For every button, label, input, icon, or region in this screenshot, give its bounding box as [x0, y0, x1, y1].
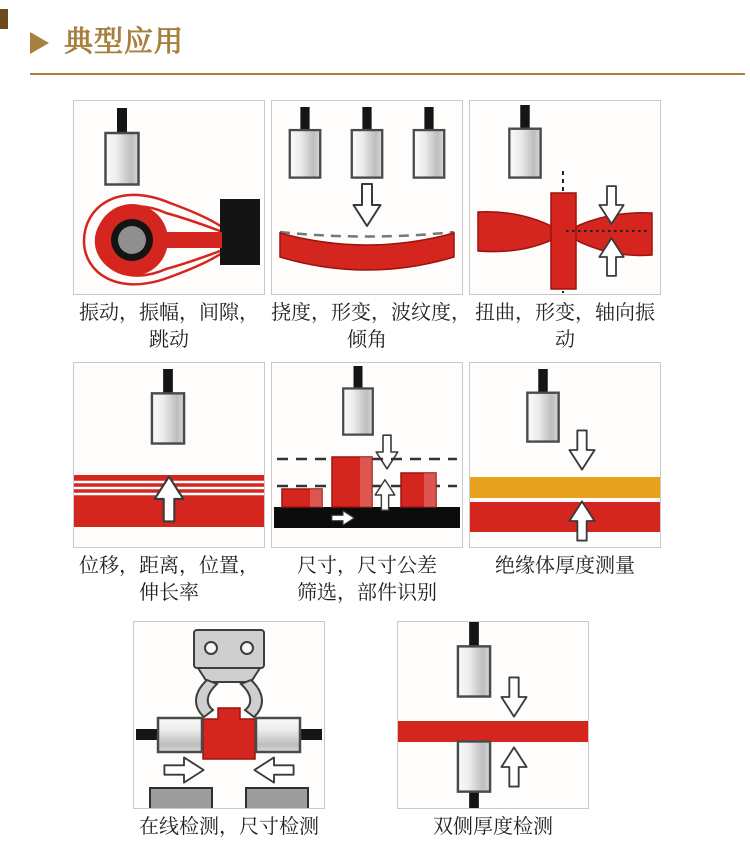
figure-image — [73, 362, 265, 548]
caption-line: 位移，距离，位置， — [79, 555, 259, 577]
fixture-block — [150, 788, 212, 808]
machine-block — [220, 199, 260, 265]
figure-caption — [271, 553, 463, 607]
probe-sensor-icon — [509, 105, 540, 178]
probe-sensor-icon — [290, 107, 320, 178]
insulation-layer — [470, 477, 660, 498]
shaft-twist-illustration — [470, 101, 660, 294]
strip-position-illustration — [74, 363, 264, 547]
probe-sensor-icon — [352, 107, 382, 178]
figure-caption — [397, 814, 589, 841]
caption-line: 在线检测，尺寸检测 — [139, 816, 319, 838]
figure-caption — [469, 553, 661, 580]
figure-card — [271, 100, 471, 354]
figure-image — [271, 362, 463, 548]
measured-strip — [398, 721, 588, 742]
figure-caption — [73, 300, 265, 354]
probe-sensor-icon — [106, 108, 139, 185]
caption-line: 伸长率 — [139, 582, 199, 604]
down-arrow-icon — [501, 677, 526, 716]
insulation-thickness-illustration — [470, 363, 660, 547]
figure-card — [469, 362, 661, 607]
side-sensor-icon — [158, 718, 202, 752]
section-header — [0, 0, 750, 59]
side-sensor-icon — [256, 718, 300, 752]
caption-line: 倾角 — [347, 329, 387, 351]
figure-card — [133, 621, 325, 841]
caption-line: 筛选，部件识别 — [297, 582, 437, 604]
section-title: 典型应用 — [64, 26, 185, 58]
base-layer — [470, 502, 660, 532]
figure-row-3 — [0, 621, 750, 841]
figure-image — [73, 100, 265, 295]
figure-row-2 — [0, 362, 750, 607]
caption-line: 扭曲，形变，轴向振 — [475, 302, 655, 324]
fixture-block — [246, 788, 308, 808]
beam-deflection-illustration — [272, 101, 462, 294]
header-divider — [30, 73, 745, 75]
page-corner-mark — [0, 9, 8, 29]
up-arrow-icon — [501, 747, 526, 786]
rotor-vibration-illustration — [74, 101, 264, 294]
probe-sensor-icon — [152, 369, 184, 444]
figure-image — [133, 621, 325, 809]
down-arrow-icon — [569, 430, 594, 469]
two-sided-thickness-illustration — [398, 622, 588, 808]
probe-sensor-icon — [414, 107, 444, 178]
probe-sensor-icon — [527, 369, 558, 442]
up-arrow-icon — [375, 480, 395, 511]
down-arrow-icon — [376, 435, 398, 469]
figure-card — [73, 362, 265, 607]
probe-sensor-icon — [343, 366, 373, 435]
down-arrow-icon — [354, 184, 381, 226]
figure-card — [397, 621, 589, 841]
probe-sensor-icon — [458, 741, 490, 808]
caption-line: 动 — [555, 329, 575, 351]
caption-line: 绝缘体厚度测量 — [495, 555, 635, 577]
figure-card — [469, 100, 661, 354]
caption-line: 挠度，形变，波纹度， — [271, 302, 471, 324]
caption-line: 跳动 — [149, 329, 189, 351]
caption-line: 双侧厚度检测 — [433, 816, 553, 838]
caption-line: 尺寸，尺寸公差 — [297, 555, 437, 577]
left-arrow-icon — [254, 757, 293, 782]
figure-image — [271, 100, 463, 295]
figure-card — [73, 100, 265, 354]
probe-sensor-icon — [458, 622, 490, 697]
section-arrow-icon — [30, 32, 49, 54]
right-arrow-icon — [164, 757, 203, 782]
figure-caption — [73, 553, 265, 607]
gripper-finger — [196, 680, 217, 717]
gripper-inline-inspection-illustration — [134, 622, 324, 808]
figure-image — [397, 621, 589, 809]
figure-grid — [0, 100, 750, 841]
figure-caption — [133, 814, 325, 841]
figure-row-1 — [0, 100, 750, 354]
figure-caption — [469, 300, 661, 354]
parts-sorting-illustration — [272, 363, 462, 547]
figure-image — [469, 100, 661, 295]
conveyor-belt — [274, 507, 460, 528]
gripper-finger — [241, 680, 262, 717]
figure-card — [271, 362, 463, 607]
figure-image — [469, 362, 661, 548]
red-workpiece — [203, 708, 255, 759]
caption-line: 振动，振幅，间隙， — [79, 302, 259, 324]
figure-caption — [271, 300, 471, 354]
